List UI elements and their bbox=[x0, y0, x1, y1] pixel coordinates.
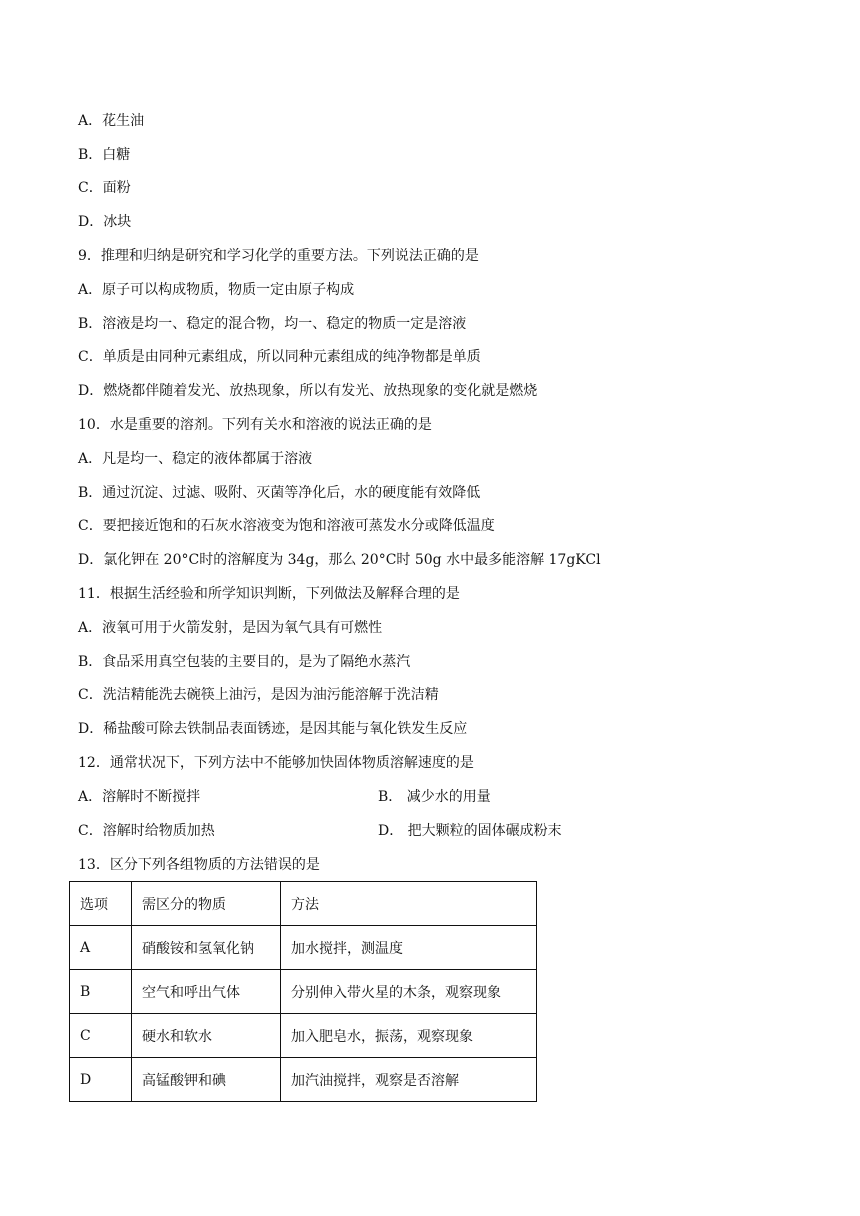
table-header-cell: 选项 bbox=[70, 882, 132, 926]
q10-option-b: B．通过沉淀、过滤、吸附、灭菌等净化后，水的硬度能有效降低 bbox=[78, 485, 481, 501]
q13-stem: 13．区分下列各组物质的方法错误的是 bbox=[78, 857, 320, 873]
q12-option-d: D． 把大颗粒的固体碾成粉末 bbox=[378, 823, 562, 839]
table-cell: C bbox=[70, 1014, 132, 1058]
q9-option-a: A．原子可以构成物质，物质一定由原子构成 bbox=[78, 282, 355, 298]
q10-option-c: C．要把接近饱和的石灰水溶液变为饱和溶液可蒸发水分或降低温度 bbox=[78, 518, 495, 534]
q8-option-c: C．面粉 bbox=[78, 180, 131, 196]
q9-option-b: B．溶液是均一、稳定的混合物，均一、稳定的物质一定是溶液 bbox=[78, 316, 467, 332]
table-cell: 分别伸入带火星的木条，观察现象 bbox=[281, 970, 537, 1014]
q9-stem: 9．推理和归纳是研究和学习化学的重要方法。下列说法正确的是 bbox=[78, 248, 479, 264]
table-cell: 加汽油搅拌，观察是否溶解 bbox=[281, 1058, 537, 1102]
table-row bbox=[70, 926, 537, 970]
q8-option-a: A．花生油 bbox=[78, 113, 145, 129]
table-cell: 空气和呼出气体 bbox=[132, 970, 281, 1014]
q11-option-c: C．洗洁精能洗去碗筷上油污，是因为油污能溶解于洗洁精 bbox=[78, 687, 439, 703]
table-header-row bbox=[70, 882, 537, 926]
table-cell: 硬水和软水 bbox=[132, 1014, 281, 1058]
table-header-cell: 方法 bbox=[281, 882, 537, 926]
q12-option-a: A．溶解时不断搅拌 bbox=[78, 789, 201, 805]
q12-stem: 12．通常状况下，下列方法中不能够加快固体物质溶解速度的是 bbox=[78, 755, 474, 771]
q8-option-d: D．冰块 bbox=[78, 214, 132, 230]
table-cell: 加入肥皂水，振荡，观察现象 bbox=[281, 1014, 537, 1058]
table-cell: 高锰酸钾和碘 bbox=[132, 1058, 281, 1102]
q11-option-d: D．稀盐酸可除去铁制品表面锈迹，是因其能与氧化铁发生反应 bbox=[78, 721, 468, 737]
q8-option-b: B．白糖 bbox=[78, 147, 131, 163]
table-cell: B bbox=[70, 970, 132, 1014]
q10-option-a: A．凡是均一、稳定的液体都属于溶液 bbox=[78, 451, 313, 467]
q13-table bbox=[69, 881, 537, 1102]
table-cell: A bbox=[70, 926, 132, 970]
q12-option-b: B． 减少水的用量 bbox=[378, 789, 491, 805]
q9-option-d: D．燃烧都伴随着发光、放热现象，所以有发光、放热现象的变化就是燃烧 bbox=[78, 383, 538, 399]
table-cell: 硝酸铵和氢氧化钠 bbox=[132, 926, 281, 970]
q10-option-d: D．氯化钾在 20°C时的溶解度为 34g，那么 20°C时 50g 水中最多能溶解 17gKCl bbox=[78, 552, 601, 568]
q9-option-c: C．单质是由同种元素组成，所以同种元素组成的纯净物都是单质 bbox=[78, 349, 481, 365]
q11-option-b: B．食品采用真空包装的主要目的，是为了隔绝水蒸汽 bbox=[78, 654, 411, 670]
table-cell: D bbox=[70, 1058, 132, 1102]
q10-stem: 10．水是重要的溶剂。下列有关水和溶液的说法正确的是 bbox=[78, 417, 432, 433]
table-row bbox=[70, 970, 537, 1014]
table-header-cell: 需区分的物质 bbox=[132, 882, 281, 926]
table-cell: 加水搅拌，测温度 bbox=[281, 926, 537, 970]
table-row bbox=[70, 1058, 537, 1102]
q11-option-a: A．液氧可用于火箭发射，是因为氧气具有可燃性 bbox=[78, 620, 383, 636]
q11-stem: 11．根据生活经验和所学知识判断，下列做法及解释合理的是 bbox=[78, 586, 460, 602]
table-row bbox=[70, 1014, 537, 1058]
q12-option-c: C．溶解时给物质加热 bbox=[78, 823, 215, 839]
